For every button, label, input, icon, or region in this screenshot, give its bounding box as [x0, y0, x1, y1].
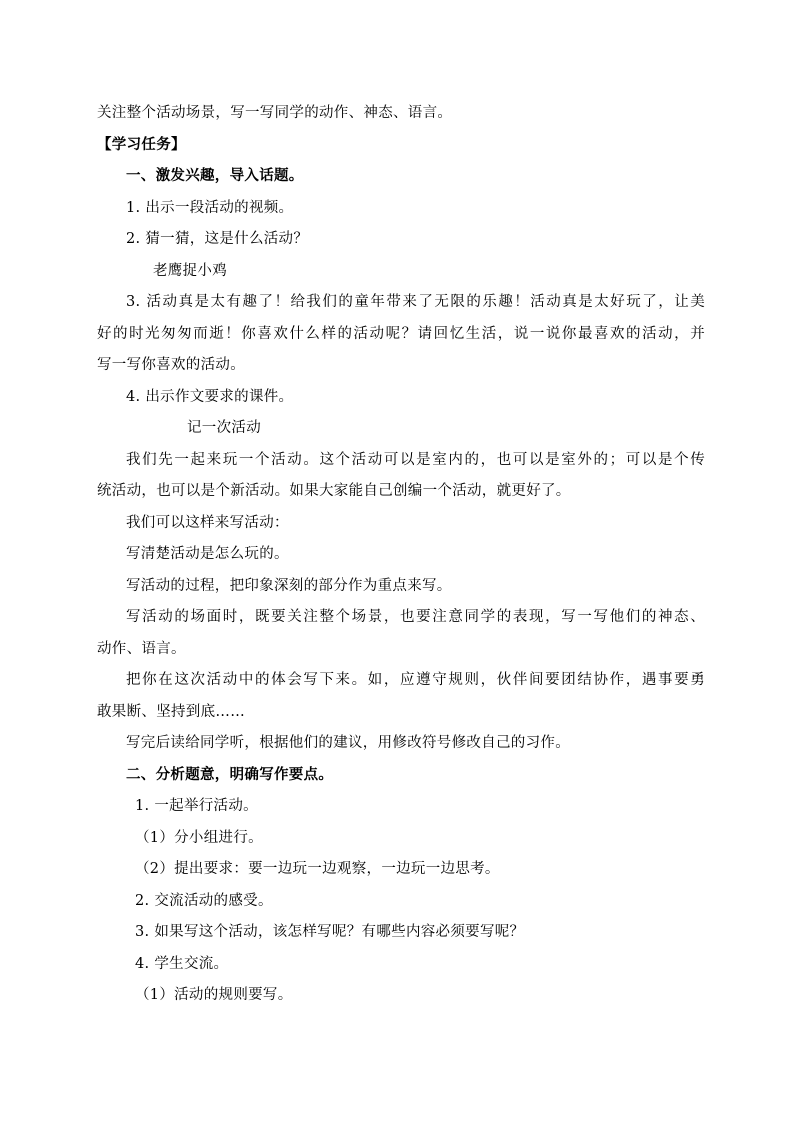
section-heading: 一、激发兴趣，导入话题。: [126, 168, 304, 184]
paragraph-line: 敢果断、坚持到底……: [97, 703, 245, 720]
answer-text: 老鹰捉小鸡: [153, 262, 227, 279]
paragraph-line: 写活动的场面时，既要关注整个场景，也要注意同学的表现，写一写他们的神态、: [126, 609, 705, 625]
courseware-title: 记一次活动: [187, 420, 261, 436]
paragraph-line: 统活动，也可以是个新活动。如果大家能自己创编一个活动，就更好了。: [97, 483, 571, 499]
paragraph-line: 把你在这次活动中的体会写下来。如，应遵守规则，伙伴间要团结协作，遇事要勇: [126, 672, 705, 688]
list-item: （2）提出要求：要一边玩一边观察，一边玩一边思考。: [135, 861, 500, 877]
paragraph-line: 我们可以这样来写活动：: [126, 514, 289, 531]
section-heading: 二、分析题意，明确写作要点。: [126, 766, 334, 783]
document-body: [97, 98, 705, 1012]
list-item: 3. 如果写这个活动，该怎样写呢？有哪些内容必须要写呢？: [135, 924, 525, 940]
list-item: 1. 一起举行活动。: [135, 798, 258, 814]
list-item: 4. 学生交流。: [135, 955, 229, 972]
list-item: 2. 交流活动的感受。: [135, 892, 273, 909]
paragraph-line: 写活动的过程，把印象深刻的部分作为重点来写。: [126, 577, 452, 594]
paragraph-line: 写清楚活动是怎么玩的。: [126, 546, 289, 562]
section-heading: 【学习任务】: [97, 136, 186, 153]
paragraph-line: 3. 活动真是太有趣了！给我们的童年带来了无限的乐趣！活动真是太好玩了，让美: [126, 294, 705, 310]
paragraph-line: 写一写你喜欢的活动。: [97, 357, 245, 373]
paragraph-line: 关注整个活动场景，写一写同学的动作、神态、语言。: [97, 105, 453, 121]
list-item: 4. 出示作文要求的课件。: [126, 388, 294, 405]
paragraph-line: 我们先一起来玩一个活动。这个活动可以是室内的，也可以是室外的；可以是个传: [126, 451, 705, 468]
paragraph-line: 好的时光匆匆而逝！你喜欢什么样的活动呢？请回忆生活，说一说你最喜欢的活动，并: [97, 325, 705, 342]
list-item: 1. 出示一段活动的视频。: [126, 199, 294, 216]
paragraph-line: 动作、语言。: [97, 640, 186, 657]
list-item: （1）分小组进行。: [135, 829, 263, 846]
list-item: 2. 猜一猜，这是什么活动？: [126, 231, 309, 247]
paragraph-line: 写完后读给同学听，根据他们的建议，用修改符号修改自己的习作。: [126, 735, 570, 751]
list-item: （1）活动的规则要写。: [135, 987, 293, 1003]
